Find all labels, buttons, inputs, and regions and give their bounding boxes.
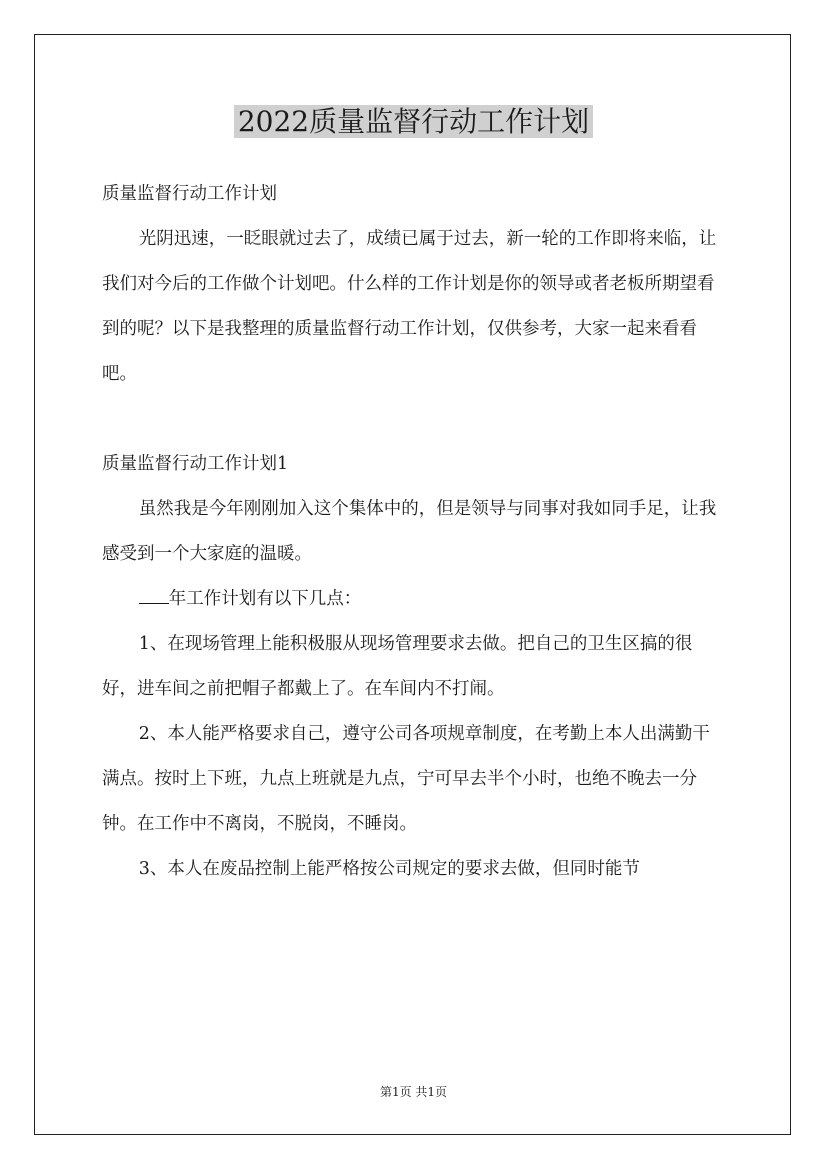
section1-paragraph-2 bbox=[102, 577, 726, 622]
intro-paragraph: 光阴迅速，一眨眼就过去了，成绩已属于过去，新一轮的工作即将来临，让我们对今后的工作做个计划吧。什么样的工作计划是你的领导或者老板所期望看到的呢？以下是我整理的质量监督行动工作计划，仅供参考，大家一起来看看吧。 bbox=[102, 229, 717, 384]
section1-paragraph-5: 3、本人在废品控制上能严格按公司规定的要求去做，但同时能节 bbox=[138, 859, 640, 879]
document-body bbox=[102, 172, 726, 892]
fill-in-blank bbox=[139, 603, 169, 604]
section1-paragraph-1: 虽然我是今年刚刚加入这个集体中的，但是领导与同事对我如同手足，让我感受到一个大家庭的温暖。 bbox=[102, 499, 717, 564]
page-footer: 第1页 共1页 bbox=[379, 1085, 448, 1099]
document-title bbox=[0, 102, 827, 142]
document-title-text: 2022质量监督行动工作计划 bbox=[234, 105, 593, 138]
section1-paragraph-2-text: 年工作计划有以下几点： bbox=[168, 589, 362, 609]
section1-paragraph-3: 1、在现场管理上能积极服从现场管理要求去做。把自己的卫生区搞的很好，进车间之前把帽子都戴上了。在车间内不打闹。 bbox=[102, 634, 693, 699]
intro-heading: 质量监督行动工作计划 bbox=[102, 184, 277, 204]
section-gap bbox=[102, 397, 726, 442]
section1-heading: 质量监督行动工作计划1 bbox=[102, 454, 289, 474]
section1-paragraph-4: 2、本人能严格要求自己，遵守公司各项规章制度，在考勤上本人出满勤干满点。按时上下班，九点上班就是九点，宁可早去半个小时，也绝不晚去一分钟。在工作中不离岗，不脱岗，不睡岗。 bbox=[102, 724, 710, 834]
